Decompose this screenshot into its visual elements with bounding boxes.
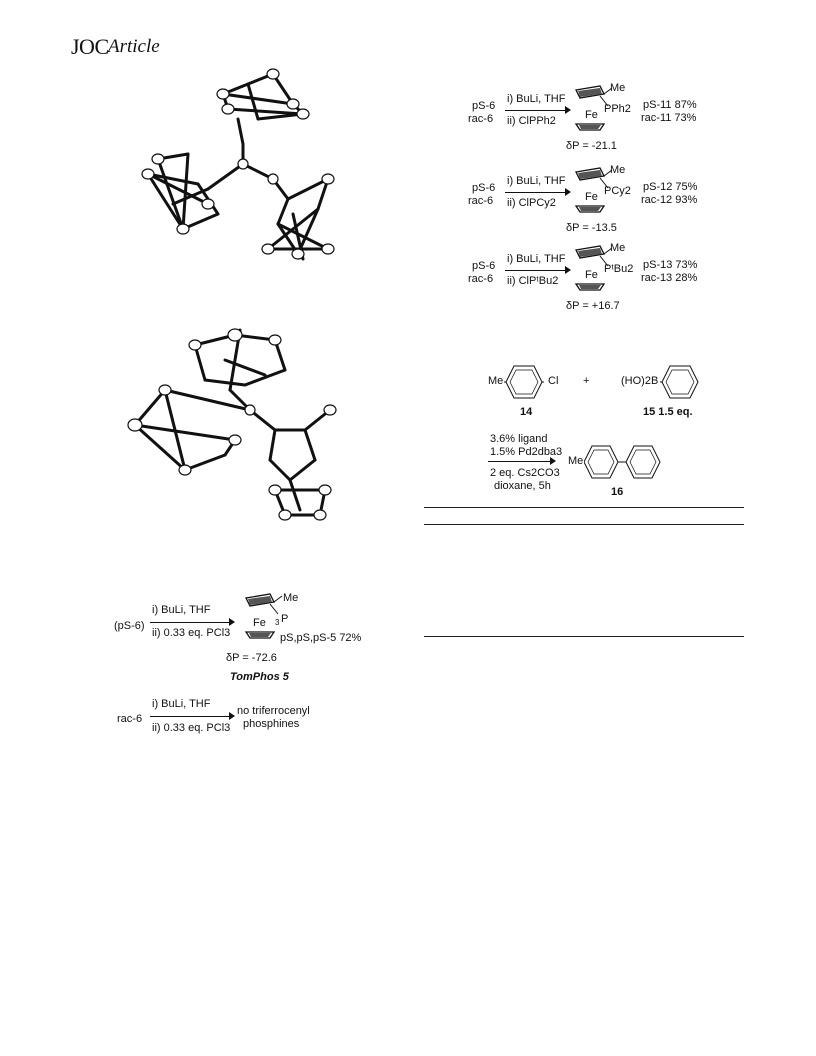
tomphos-product: pS,pS,pS-5 72% <box>280 632 362 644</box>
suzuki-arrowhead <box>550 457 556 465</box>
plus-sign: + <box>583 375 590 387</box>
tomphos-arrowhead <box>229 618 235 626</box>
phos-prod1: pS-12 75% <box>643 181 698 193</box>
rac-result-1: no triferrocenyl <box>237 705 310 717</box>
aryl-ring-icon <box>504 364 544 400</box>
tomphos-reagent-2: ii) 0.33 eq. PCl3 <box>152 627 231 639</box>
phos-me: Me <box>610 242 626 254</box>
tomphos-substrate: (pS-6) <box>114 620 145 632</box>
cond-4: dioxane, 5h <box>494 480 551 492</box>
phos-prod2: rac-13 28% <box>641 272 698 284</box>
phos-arrow <box>505 110 569 111</box>
aryl-label: 14 <box>520 406 533 418</box>
phos-sub1: pS-6 <box>472 100 496 112</box>
rac-reagent-1: i) BuLi, THF <box>152 698 211 710</box>
tomphos-p: P <box>281 613 289 625</box>
phos-reag1: i) BuLi, THF <box>507 253 566 265</box>
rac-substrate: rac-6 <box>117 713 143 725</box>
aryl-cl: Cl <box>548 375 559 387</box>
cond-1: 3.6% ligand <box>490 433 548 445</box>
suzuki-arrow <box>488 461 554 462</box>
phenyl-ring-icon <box>660 364 700 400</box>
boronic-acid: (HO)2B <box>621 375 659 387</box>
phos-me: Me <box>610 164 626 176</box>
phos-prod1: pS-11 87% <box>643 99 697 111</box>
boronic-label: 15 1.5 eq. <box>643 406 693 418</box>
product-label: 16 <box>611 486 624 498</box>
table-header-rule <box>424 524 744 525</box>
aryl-me: Me <box>488 375 504 387</box>
rac-reagent-2: ii) 0.33 eq. PCl3 <box>152 722 231 734</box>
table-bottom-rule <box>424 636 744 637</box>
journal-name: JOC <box>71 34 109 59</box>
phos-shift: δP = -13.5 <box>566 222 617 234</box>
phos-sub1: pS-6 <box>472 182 496 194</box>
tomphos-name: TomPhos 5 <box>230 671 289 683</box>
tomphos-fe: Fe <box>253 617 266 629</box>
phos-shift: δP = -21.1 <box>566 140 617 152</box>
phos-group: PᵗBu2 <box>604 263 634 275</box>
phos-arrow <box>505 192 569 193</box>
rac-arrowhead <box>229 712 235 720</box>
phos-reag2: ii) ClPᵗBu2 <box>507 275 559 287</box>
phos-fe: Fe <box>585 269 598 281</box>
phos-reag2: ii) ClPCy2 <box>507 197 556 209</box>
phos-shift: δP = +16.7 <box>566 300 620 312</box>
phos-me: Me <box>610 82 626 94</box>
phos-group: PPh2 <box>604 103 631 115</box>
phos-prod1: pS-13 73% <box>643 259 698 271</box>
rac-arrow <box>150 716 234 717</box>
cond-3: 2 eq. Cs2CO3 <box>490 467 560 479</box>
phos-prod2: rac-12 93% <box>641 194 698 206</box>
phos-prod2: rac-11 73% <box>641 112 697 124</box>
tomphos-shift: δP = -72.6 <box>226 652 277 664</box>
tomphos-reagent-1: i) BuLi, THF <box>152 604 211 616</box>
phos-sub1: pS-6 <box>472 260 496 272</box>
phos-sub2: rac-6 <box>468 195 494 207</box>
phos-group: PCy2 <box>604 185 631 197</box>
article-type: Article <box>108 36 160 57</box>
phos-reag1: i) BuLi, THF <box>507 93 566 105</box>
crystal-structure-2 <box>125 320 350 525</box>
tomphos-sub3: 3 <box>275 618 280 627</box>
phos-sub2: rac-6 <box>468 113 494 125</box>
tomphos-me: Me <box>283 592 299 604</box>
phos-sub2: rac-6 <box>468 273 494 285</box>
crystal-structure-1 <box>128 64 343 269</box>
product-me: Me <box>568 455 584 467</box>
cond-2: 1.5% Pd2dba3 <box>490 446 563 458</box>
phos-fe: Fe <box>585 109 598 121</box>
rac-result-2: phosphines <box>243 718 300 730</box>
phos-fe: Fe <box>585 191 598 203</box>
phos-reag1: i) BuLi, THF <box>507 175 566 187</box>
phos-arrow <box>505 270 569 271</box>
biphenyl-icon <box>584 444 664 480</box>
table-top-rule <box>424 507 744 508</box>
tomphos-arrow <box>150 622 234 623</box>
phos-reag2: ii) ClPPh2 <box>507 115 556 127</box>
